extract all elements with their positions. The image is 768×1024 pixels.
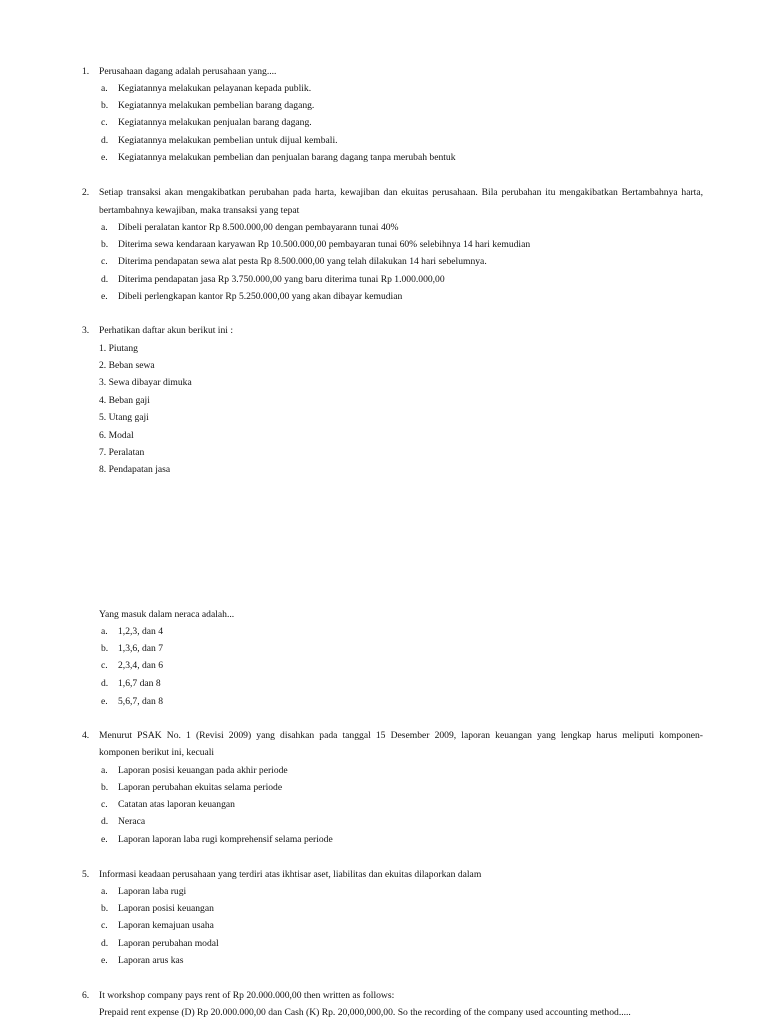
q4-option-e: Laporan laporan laba rugi komprehensif selama periode [118,834,333,845]
q5-option-d: Laporan perubahan modal [118,938,219,949]
q6-stem-line-1: It workshop company pays rent of Rp 20.000.000,00 then written as follows: [99,990,395,1001]
q1-option-c-label: c. [101,117,108,128]
q3-option-a: 1,2,3, dan 4 [118,626,164,637]
q3-number: 3. [82,325,90,336]
q1-option-a-label: a. [101,83,108,94]
q3-account-3: 3. Sewa dibayar dimuka [99,377,192,388]
q4-number: 4. [82,730,90,741]
q1-option-e: Kegiatannya melakukan pembelian dan penjualan barang dagang tanpa merubah bentuk [118,152,456,163]
q3-option-b-label: b. [101,643,109,654]
q3-option-e-label: e. [101,696,108,707]
q3-account-7: 7. Peralatan [99,447,145,458]
q4-option-b-label: b. [101,782,109,793]
q2-option-b: Diterima sewa kendaraan karyawan Rp 10.500.000,00 pembayaran tunai 60% selebihnya 14 hari kemudian [118,239,531,250]
q1-option-d-label: d. [101,135,109,146]
q5-stem: Informasi keadaan perusahaan yang terdiri atas ikhtisar aset, liabilitas dan ekuitas dilaporkan dalam [99,869,482,880]
q2-stem-line-1: Setiap transaksi akan mengakibatkan perubahan pada harta, kewajiban dan ekuitas perusahaan. Bila perubahan itu mengakibatkan Bertambahnya harta, [99,187,703,198]
q3-account-4: 4. Beban gaji [99,395,150,406]
q1-option-c: Kegiatannya melakukan penjualan barang dagang. [118,117,312,128]
q3-option-d: 1,6,7 dan 8 [118,678,161,689]
q5-option-c-label: c. [101,920,108,931]
q2-option-b-label: b. [101,239,109,250]
q4-option-d-label: d. [101,816,109,827]
q5-option-b-label: b. [101,903,109,914]
q2-option-d-label: d. [101,274,109,285]
q1-option-b: Kegiatannya melakukan pembelian barang dagang. [118,100,315,111]
q2-option-e: Dibeli perlengkapan kantor Rp 5.250.000,00 yang akan dibayar kemudian [118,291,403,302]
q2-option-d: Diterima pendapatan jasa Rp 3.750.000,00 yang baru diterima tunai Rp 1.000.000,00 [118,274,445,285]
q3-account-2: 2. Beban sewa [99,360,155,371]
q3-account-8: 8. Pendapatan jasa [99,464,171,475]
q1-stem: Perusahaan dagang adalah perusahaan yang.... [99,66,277,77]
q1-option-a: Kegiatannya melakukan pelayanan kepada publik. [118,83,312,94]
q4-option-e-label: e. [101,834,108,845]
q3-account-1: 1. Piutang [99,343,138,354]
q5-option-e: Laporan arus kas [118,955,184,966]
q3-option-e: 5,6,7, dan 8 [118,696,164,707]
q3-option-b: 1,3,6, dan 7 [118,643,164,654]
q2-option-e-label: e. [101,291,108,302]
q5-option-b: Laporan posisi keuangan [118,903,214,914]
q2-number: 2. [82,187,90,198]
q5-option-a-label: a. [101,886,108,897]
q1-number: 1. [82,66,90,77]
q5-option-c: Laporan kemajuan usaha [118,920,214,931]
q3-option-a-label: a. [101,626,108,637]
q1-option-b-label: b. [101,100,109,111]
q3-option-d-label: d. [101,678,109,689]
q3-question: Yang masuk dalam neraca adalah... [99,609,235,620]
q2-option-c: Diterima pendapatan sewa alat pesta Rp 8.500.000,00 yang telah dilakukan 14 hari sebelumnya. [118,256,487,267]
q2-stem-line-2: bertambahnya kewajiban, maka transaksi yang tepat [99,205,300,216]
q4-option-c: Catatan atas laporan keuangan [118,799,235,810]
q2-option-c-label: c. [101,256,108,267]
q4-option-a: Laporan posisi keuangan pada akhir periode [118,765,288,776]
q3-option-c-label: c. [101,660,108,671]
q4-stem-line-2: komponen berikut ini, kecuali [99,747,215,758]
q2-option-a-label: a. [101,222,108,233]
q5-number: 5. [82,869,90,880]
q4-option-a-label: a. [101,765,108,776]
q3-account-5: 5. Utang gaji [99,412,149,423]
q4-option-d: Neraca [118,816,146,827]
q1-option-e-label: e. [101,152,108,163]
q4-stem-line-1: Menurut PSAK No. 1 (Revisi 2009) yang disahkan pada tanggal 15 Desember 2009, laporan keuangan yang lengkap harus meliputi komponen- [99,730,703,741]
q5-option-e-label: e. [101,955,108,966]
q5-option-d-label: d. [101,938,109,949]
q4-option-c-label: c. [101,799,108,810]
q3-option-c: 2,3,4, dan 6 [118,660,164,671]
q4-option-b: Laporan perubahan ekuitas selama periode [118,782,283,793]
q6-stem-line-2: Prepaid rent expense (D) Rp 20.000.000,00 dan Cash (K) Rp. 20,000,000,00. So the recording of the company used accounting method..... [99,1007,631,1018]
q2-option-a: Dibeli peralatan kantor Rp 8.500.000,00 dengan pembayarann tunai 40% [118,222,399,233]
q5-option-a: Laporan laba rugi [118,886,187,897]
q1-option-d: Kegiatannya melakukan pembelian untuk dijual kembali. [118,135,338,146]
q6-number: 6. [82,990,90,1001]
q3-stem: Perhatikan daftar akun berikut ini : [99,325,234,336]
q3-account-6: 6. Modal [99,430,134,441]
